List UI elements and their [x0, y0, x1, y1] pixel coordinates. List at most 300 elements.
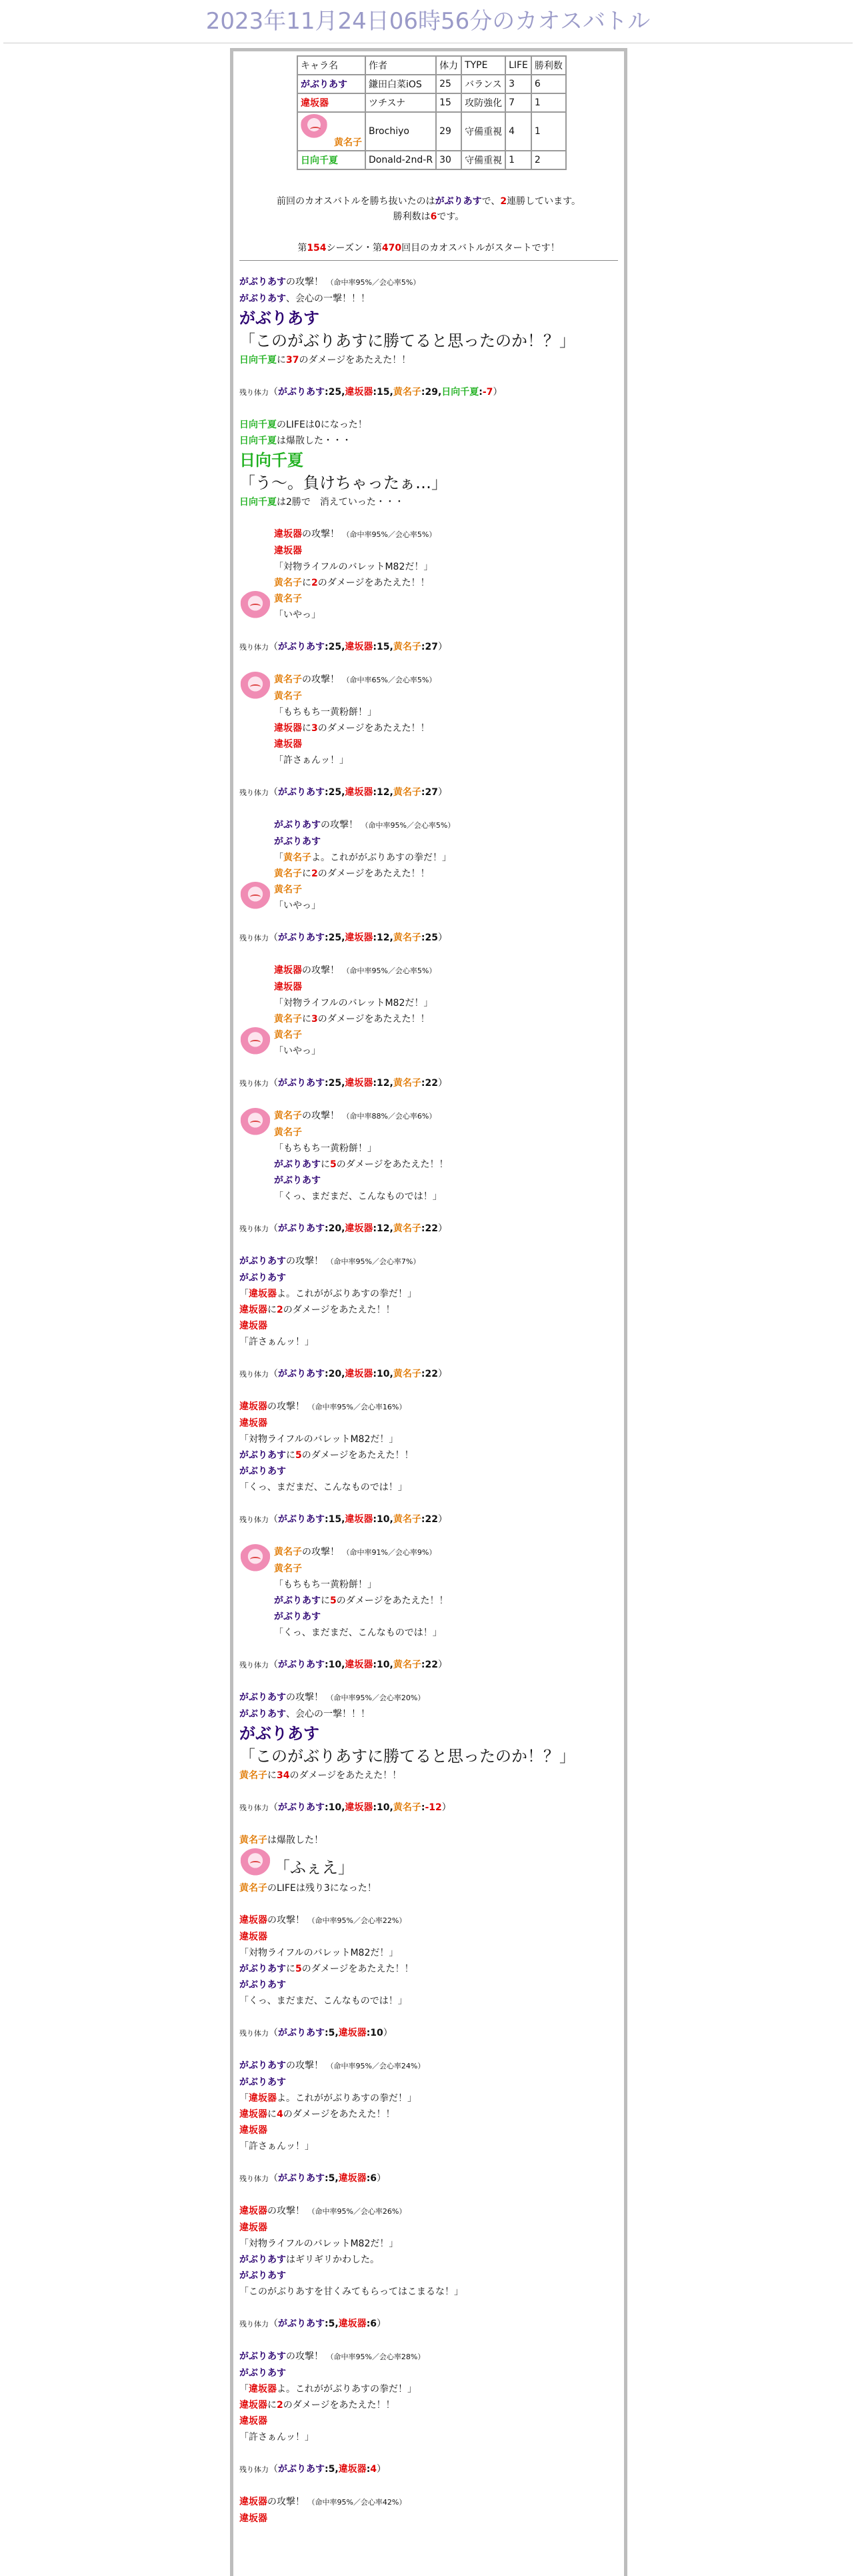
col-header: TYPE	[461, 56, 505, 75]
name: 違坂器	[249, 2384, 277, 2395]
text: ,	[341, 1223, 345, 1234]
hp-value: 6	[370, 2173, 377, 2184]
text: :	[325, 642, 329, 652]
log-block	[239, 1848, 618, 1880]
status-header-row	[297, 56, 566, 75]
text: のダメージをあたえた！！	[317, 723, 430, 734]
hp-value: 15	[377, 387, 390, 398]
target: 違坂器	[274, 723, 302, 734]
name: 違坂器	[345, 642, 373, 652]
text: シーズン・第	[326, 243, 382, 253]
target: がぶりあす	[239, 1964, 286, 1974]
text: 「	[239, 2384, 249, 2395]
text: の攻撃！	[302, 1111, 339, 1121]
log-entry	[239, 2203, 618, 2220]
text: ,	[341, 787, 345, 798]
remaining-hp	[239, 2316, 618, 2333]
hp: 15	[436, 93, 461, 112]
log-entry	[274, 720, 618, 736]
kinako-avatar-icon	[239, 1544, 271, 1575]
text: ,	[389, 787, 393, 798]
target: 黄名子	[274, 1014, 302, 1025]
log-entry	[274, 1593, 618, 1609]
hp-value: 25	[328, 642, 342, 652]
speaker: 違坂器	[274, 982, 302, 993]
speaker: がぶりあす	[239, 1724, 319, 1743]
rate: （命中率95%／会心率5%）	[361, 821, 455, 830]
hp-value: 10	[328, 1802, 342, 1813]
hp-value: 22	[425, 1223, 438, 1234]
dialogue: 「対物ライフルのバレットM82だ！」	[239, 1948, 399, 1958]
rate: （命中率95%／会心率5%）	[342, 967, 437, 975]
life: 4	[505, 112, 531, 151]
name: 黄名子	[393, 642, 421, 652]
winner-name: がぶりあす	[435, 196, 482, 207]
text: 「	[239, 2093, 249, 2104]
dialogue	[239, 2090, 618, 2106]
text: のダメージをあたえた！！	[283, 2109, 395, 2120]
text: ）	[437, 1078, 447, 1089]
actor: 違坂器	[239, 1401, 267, 1412]
kinako-avatar-icon	[239, 591, 271, 622]
hp-value: 22	[425, 1514, 438, 1525]
dialogue: 「許さぁんッ！」	[239, 2141, 314, 2152]
text: の攻撃！	[286, 1692, 323, 1703]
remaining-hp	[239, 1366, 618, 1383]
kinako-avatar-icon	[299, 114, 329, 141]
rate: （命中率95%／会心率42%）	[307, 2498, 407, 2507]
status-table	[297, 55, 567, 170]
col-header: 体力	[436, 56, 461, 75]
rate: （命中率95%／会心率5%）	[342, 530, 437, 539]
text: ）	[377, 2464, 387, 2475]
log-entry	[239, 2106, 618, 2122]
target: 違坂器	[239, 2109, 267, 2120]
text: ,	[341, 642, 345, 652]
dialogue: 「対物ライフルのバレットM82だ！」	[239, 2238, 399, 2249]
damage: 5	[295, 1450, 302, 1461]
speaker: 違坂器	[239, 2125, 267, 2136]
remaining-hp	[239, 639, 618, 656]
text: ）	[441, 1802, 451, 1813]
name: がぶりあす	[278, 1660, 325, 1670]
damage: 2	[311, 578, 318, 588]
name: 違坂器	[345, 1802, 373, 1813]
label: 残り体力	[239, 788, 269, 797]
char-name: 日向千夏	[297, 151, 365, 169]
text: 回目のカオスバトルがスタートです！	[401, 243, 560, 253]
log-entry	[239, 1832, 618, 1848]
hp-value: 10	[328, 1660, 342, 1670]
dialogue: 「対物ライフルのバレットM82だ！」	[274, 998, 433, 1009]
dialogue: 「くっ、まだまだ、こんなものでは！」	[274, 1191, 442, 1202]
log-block	[239, 672, 618, 768]
dialogue: 「いやっ」	[274, 610, 321, 620]
text: の攻撃！	[286, 2060, 323, 2071]
text: （	[269, 1514, 278, 1525]
round-number: 470	[381, 243, 402, 253]
text: のダメージをあたえた！！	[317, 1014, 430, 1025]
hp-value: 12	[377, 1223, 390, 1234]
log-entry	[239, 1706, 618, 1722]
type: 守備重視	[461, 151, 505, 169]
name: 違坂器	[345, 387, 373, 398]
log-entry	[239, 1302, 618, 1318]
text: :	[421, 1369, 425, 1379]
author: 鎌田白菜iOS	[365, 75, 436, 93]
remaining-hp	[239, 2461, 618, 2478]
hp-value: -7	[482, 387, 493, 398]
log-entry	[239, 2349, 618, 2365]
hp-value: 27	[425, 787, 438, 798]
text: に	[277, 355, 286, 366]
name: 黄名子	[393, 1078, 421, 1089]
text: 連勝しています。	[507, 196, 581, 207]
dialogue: 「許さぁんッ！」	[239, 1337, 314, 1347]
label: 残り体力	[239, 2465, 269, 2474]
text: ,	[389, 1514, 393, 1525]
text: :	[373, 1223, 377, 1234]
target: 違坂器	[239, 1305, 267, 1315]
hp-value: 12	[377, 932, 390, 943]
dialogue: 「くっ、まだまだ、こんなものでは！」	[239, 1482, 407, 1493]
table-row	[297, 112, 566, 151]
text: は	[277, 497, 286, 508]
log-entry	[239, 352, 618, 368]
text: の攻撃！	[267, 1401, 305, 1412]
kinako-avatar-icon	[239, 672, 271, 702]
name: 違坂器	[338, 2464, 367, 2475]
speaker: がぶりあす	[274, 1175, 321, 1186]
hp-value: 4	[370, 2464, 377, 2475]
speaker: 黄名子	[274, 594, 302, 604]
text: ,	[341, 1078, 345, 1089]
target: がぶりあす	[274, 1159, 321, 1170]
text: :	[421, 1660, 425, 1670]
name: がぶりあす	[278, 1369, 325, 1379]
text: :	[421, 1802, 425, 1813]
label: 残り体力	[239, 2320, 269, 2329]
name: がぶりあす	[278, 1223, 325, 1234]
hp-value: 15	[377, 642, 390, 652]
actor: 違坂器	[239, 2497, 267, 2507]
actor: がぶりあす	[239, 277, 286, 287]
dialogue: 「う〜。負けちゃったぁ…」	[239, 474, 447, 492]
text: よ。これががぶりあすの拳だ！」	[277, 1289, 417, 1299]
text: はギリギリかわした。	[286, 2255, 379, 2265]
actor: がぶりあす	[239, 2351, 286, 2362]
target: 黄名子	[274, 578, 302, 588]
text: ,	[389, 642, 393, 652]
life: 7	[505, 93, 531, 112]
dialogue: 「許さぁんッ！」	[274, 755, 349, 766]
rate: （命中率91%／会心率9%）	[342, 1548, 437, 1557]
rate: （命中率95%／会心率28%）	[326, 2353, 425, 2361]
speaker: がぶりあす	[239, 1466, 286, 1477]
log-entry	[239, 291, 618, 307]
log-entry	[239, 1447, 618, 1463]
actor: がぶりあす	[239, 2255, 286, 2265]
text: ）	[437, 787, 447, 798]
char-name: 黄名子	[334, 137, 362, 148]
text: のダメージをあたえた！！	[336, 1159, 449, 1170]
text: ,	[341, 1802, 345, 1813]
text: に	[267, 2109, 277, 2120]
hp: 30	[436, 151, 461, 169]
text: の攻撃！	[267, 2206, 305, 2216]
text: 勝で 消えていった・・・	[291, 497, 404, 508]
text: :	[325, 387, 329, 398]
text: に	[321, 1595, 330, 1606]
damage: 5	[330, 1159, 337, 1170]
dialogue: 「ふぇえ」	[274, 1858, 354, 1877]
log-entry	[239, 1690, 618, 1706]
dialogue: 「対物ライフルのバレットM82だ！」	[239, 1434, 399, 1445]
log-entry	[239, 1880, 618, 1896]
speaker: 黄名子	[274, 691, 302, 702]
hp-value: 20	[328, 1369, 342, 1379]
battle-log	[239, 274, 618, 2527]
log-entry	[239, 1912, 618, 1929]
kinako-avatar-icon	[239, 882, 271, 912]
hp-value: 10	[377, 1514, 390, 1525]
remaining-hp	[239, 1221, 618, 1237]
text: ,	[341, 932, 345, 943]
text: ）	[383, 2028, 393, 2038]
name: 黄名子	[393, 787, 421, 798]
log-block	[239, 882, 618, 914]
text: ,	[389, 1660, 393, 1670]
name: がぶりあす	[278, 787, 325, 798]
log-entry	[239, 417, 618, 433]
hp-value: 25	[328, 787, 342, 798]
target: 日向千夏	[239, 355, 277, 366]
actor: 黄名子	[274, 1547, 302, 1557]
log-entry	[274, 866, 618, 882]
actor: 日向千夏	[239, 420, 277, 430]
dialogue: 「許さぁんッ！」	[239, 2432, 314, 2443]
hp-value: 10	[377, 1802, 390, 1813]
hp-value: 22	[425, 1660, 438, 1670]
text: ）	[437, 1369, 447, 1379]
remaining-hp	[239, 1511, 618, 1528]
hp-value: 27	[425, 642, 438, 652]
speaker: 違坂器	[239, 1321, 267, 1331]
text: :	[366, 2319, 371, 2329]
text: ,	[389, 387, 393, 398]
log-entry	[274, 962, 618, 979]
text: ,	[335, 2319, 339, 2329]
rate: （命中率65%／会心率5%）	[342, 676, 437, 684]
hp-value: 25	[328, 387, 342, 398]
actor: 黄名子	[274, 1111, 302, 1121]
text: :	[479, 387, 483, 398]
name: 違坂器	[249, 1289, 277, 1299]
text: ）	[377, 2173, 387, 2184]
name: がぶりあす	[278, 2319, 325, 2329]
log-entry	[274, 1011, 618, 1027]
log-block	[239, 1108, 618, 1205]
actor: 日向千夏	[239, 436, 277, 446]
text: のダメージをあたえた！！	[283, 2400, 395, 2411]
actor: 黄名子	[239, 1883, 267, 1894]
text: :	[373, 387, 377, 398]
dialogue: 「もちもち一黄粉餅！」	[274, 707, 377, 718]
battle-info	[239, 194, 618, 256]
rate: （命中率88%／会心率6%）	[342, 1112, 437, 1121]
actor: がぶりあす	[274, 820, 321, 830]
name: がぶりあす	[278, 1514, 325, 1525]
text: の攻撃！	[267, 1915, 305, 1926]
text: の攻撃！	[302, 1547, 339, 1557]
remaining-hp	[239, 784, 618, 801]
actor: 違坂器	[239, 1915, 267, 1926]
name: がぶりあす	[278, 1802, 325, 1813]
name: 違坂器	[345, 1514, 373, 1525]
text: よ。これががぶりあすの拳だ！」	[277, 2093, 417, 2104]
label: 残り体力	[239, 1661, 269, 1670]
log-block	[239, 1027, 618, 1059]
hp-value: 10	[370, 2028, 383, 2038]
text: :	[325, 2319, 329, 2329]
text: に	[302, 723, 311, 734]
text: のダメージをあたえた！！	[289, 1770, 402, 1781]
dialogue: 「くっ、まだまだ、こんなものでは！」	[274, 1628, 442, 1638]
speaker: 違坂器	[239, 2513, 267, 2524]
hp-value: 20	[328, 1223, 342, 1234]
target: 黄名子	[239, 1770, 267, 1781]
season-number: 154	[307, 243, 327, 253]
name: 黄名子	[393, 1660, 421, 1670]
log-entry	[239, 494, 618, 510]
text: ,	[335, 2173, 339, 2184]
col-header: 勝利数	[531, 56, 566, 75]
wins-line	[239, 209, 618, 225]
text: のダメージをあたえた！！	[317, 868, 430, 879]
damage: 5	[295, 1964, 302, 1974]
life: 3	[505, 75, 531, 93]
col-header: キャラ名	[297, 56, 365, 75]
text: :	[421, 1514, 425, 1525]
text: :	[325, 1514, 329, 1525]
label: 残り体力	[239, 388, 269, 397]
hp-value: 22	[425, 1369, 438, 1379]
text: の攻撃！	[286, 2351, 323, 2362]
log-entry	[239, 274, 618, 291]
text: に	[286, 1450, 295, 1461]
actor: がぶりあす	[239, 2060, 286, 2071]
hp-value: 10	[377, 1369, 390, 1379]
damage: 4	[277, 2109, 283, 2120]
text: のダメージをあたえた！！	[301, 1964, 414, 1974]
char-name: 違坂器	[297, 93, 365, 112]
table-row	[297, 75, 566, 93]
name: 違坂器	[345, 1223, 373, 1234]
hp-value: 6	[370, 2319, 377, 2329]
log-entry	[239, 1253, 618, 1270]
name: がぶりあす	[278, 387, 325, 398]
text: :	[421, 787, 425, 798]
text: （	[269, 1802, 278, 1813]
remaining-hp	[239, 384, 618, 401]
label: 残り体力	[239, 1225, 269, 1233]
wins: 2	[286, 497, 292, 508]
text: のダメージをあたえた！！	[283, 1305, 395, 1315]
text: のダメージをあたえた！！	[336, 1595, 449, 1606]
label: 残り体力	[239, 1079, 269, 1088]
text: ,	[335, 2464, 339, 2475]
actor: 黄名子	[239, 1835, 267, 1846]
name: 日向千夏	[441, 387, 479, 398]
dialogue: 「このがぶりあすに勝てると思ったのか！？」	[239, 1747, 575, 1766]
text: （	[269, 2319, 278, 2329]
text: よ。これががぶりあすの拳だ！」	[277, 2384, 417, 2395]
char-cell	[297, 112, 365, 151]
text: ,	[341, 1660, 345, 1670]
name: 黄名子	[393, 1369, 421, 1379]
rate: （命中率95%／会心率16%）	[307, 1403, 407, 1411]
hp-value: -12	[425, 1802, 442, 1813]
text: は爆散した・・・	[277, 436, 351, 446]
damage: 5	[330, 1595, 337, 1606]
name: 違坂器	[338, 2319, 367, 2329]
dialogue: 「いやっ」	[274, 1046, 321, 1057]
rate: （命中率95%／会心率22%）	[307, 1916, 407, 1925]
log-entry	[239, 1399, 618, 1415]
text: の攻撃！	[321, 820, 358, 830]
hp-value: 29	[425, 387, 438, 398]
dialogue: 「もちもち一黄粉餅！」	[274, 1143, 377, 1154]
wins: 2	[531, 151, 566, 169]
author: Donald-2nd-R	[365, 151, 436, 169]
name: 黄名子	[393, 387, 421, 398]
label: 残り体力	[239, 2029, 269, 2038]
text: 勝利数は	[393, 211, 431, 222]
wins-count: 6	[430, 211, 437, 222]
text: :	[325, 1078, 329, 1089]
text: :	[373, 932, 377, 943]
log-entry	[239, 2397, 618, 2413]
text: ）	[437, 642, 447, 652]
name: 違坂器	[345, 1660, 373, 1670]
speaker: 違坂器	[239, 2222, 267, 2233]
author: ツチスナ	[365, 93, 436, 112]
log-entry	[239, 2494, 618, 2511]
hp-value: 12	[377, 1078, 390, 1089]
remaining-hp	[239, 1800, 618, 1816]
text: ,	[341, 387, 345, 398]
damage: 2	[277, 2400, 283, 2411]
hp-value: 5	[328, 2464, 335, 2475]
kinako-avatar-icon	[239, 1848, 271, 1879]
log-entry	[274, 1157, 618, 1173]
hp-value: 12	[377, 787, 390, 798]
rate: （命中率95%／会心率7%）	[326, 1257, 421, 1266]
text: :	[325, 2464, 329, 2475]
text: のLIFEは残り3になった！	[267, 1883, 377, 1894]
text: 「	[239, 1289, 249, 1299]
text: （	[269, 1369, 278, 1379]
name: 黄名子	[283, 852, 311, 863]
name: がぶりあす	[278, 932, 325, 943]
text: の攻撃！	[302, 529, 339, 540]
label: 残り体力	[239, 1370, 269, 1379]
dialogue: 「もちもち一黄粉餅！」	[274, 1579, 377, 1590]
log-block	[274, 817, 618, 882]
text: の攻撃！	[286, 277, 323, 287]
text: よ。これががぶりあすの拳だ！」	[311, 852, 451, 863]
actor: 違坂器	[239, 2206, 267, 2216]
